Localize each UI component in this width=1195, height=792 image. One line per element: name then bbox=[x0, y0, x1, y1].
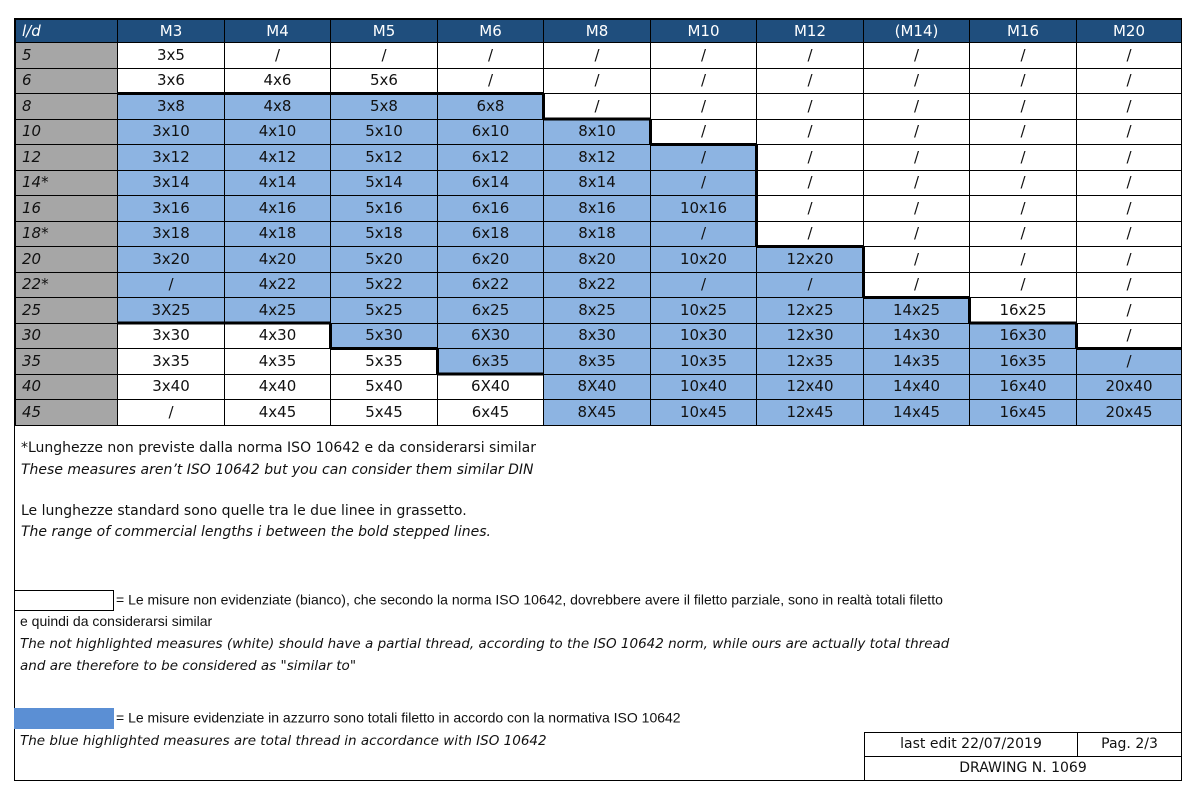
size-cell: 12x40 bbox=[757, 374, 864, 400]
blue-legend-en: The blue highlighted measures are total thread in accordance with ISO 10642 bbox=[20, 733, 547, 749]
size-cell: / bbox=[864, 94, 970, 120]
drawing-sheet bbox=[14, 18, 1182, 781]
size-cell: / bbox=[864, 221, 970, 247]
size-cell: 3x6 bbox=[118, 68, 225, 94]
size-cell: 5x22 bbox=[331, 272, 438, 298]
size-cell: 10x20 bbox=[651, 247, 757, 273]
size-cell: / bbox=[757, 119, 864, 145]
size-cell: 10x35 bbox=[651, 349, 757, 375]
size-cell: 5x8 bbox=[331, 94, 438, 120]
table-body bbox=[16, 43, 1182, 426]
size-cell: 6x20 bbox=[438, 247, 544, 273]
size-cell: / bbox=[970, 43, 1077, 69]
size-cell: / bbox=[1077, 247, 1182, 273]
size-cell: 8x20 bbox=[544, 247, 651, 273]
size-cell: 5x16 bbox=[331, 196, 438, 222]
size-cell: / bbox=[225, 43, 331, 69]
size-cell: 14x30 bbox=[864, 323, 970, 349]
size-cell: / bbox=[651, 43, 757, 69]
size-cell: 12x45 bbox=[757, 400, 864, 426]
row-length-label: 30 bbox=[16, 323, 118, 349]
size-cell: / bbox=[1077, 119, 1182, 145]
table-row bbox=[16, 349, 1182, 375]
last-edit: last edit 22/07/2019 bbox=[865, 733, 1078, 756]
size-cell: 10x16 bbox=[651, 196, 757, 222]
size-cell: 20x40 bbox=[1077, 374, 1182, 400]
column-header: M3 bbox=[118, 20, 225, 43]
size-cell: / bbox=[864, 247, 970, 273]
table-row bbox=[16, 221, 1182, 247]
size-cell: / bbox=[651, 68, 757, 94]
size-cell: / bbox=[970, 221, 1077, 247]
row-length-label: 35 bbox=[16, 349, 118, 375]
size-cell: 16x25 bbox=[970, 298, 1077, 324]
size-cell: 3x20 bbox=[118, 247, 225, 273]
size-cell: 5x18 bbox=[331, 221, 438, 247]
row-length-label: 14* bbox=[16, 170, 118, 196]
table-row bbox=[16, 43, 1182, 69]
size-cell: / bbox=[651, 119, 757, 145]
row-length-label: 12 bbox=[16, 145, 118, 171]
row-length-label: 25 bbox=[16, 298, 118, 324]
notes-block bbox=[21, 440, 1175, 541]
size-cell: 6x14 bbox=[438, 170, 544, 196]
size-cell: / bbox=[864, 145, 970, 171]
size-cell: / bbox=[1077, 145, 1182, 171]
note-star-en: These measures aren’t ISO 10642 but you can consider them similar DIN bbox=[21, 461, 534, 478]
size-cell: 5x10 bbox=[331, 119, 438, 145]
size-cell: 8X40 bbox=[544, 374, 651, 400]
header-row bbox=[16, 20, 1182, 43]
size-cell: 8x18 bbox=[544, 221, 651, 247]
column-header: M8 bbox=[544, 20, 651, 43]
size-cell: 4x22 bbox=[225, 272, 331, 298]
size-cell: 16x45 bbox=[970, 400, 1077, 426]
table-row bbox=[16, 94, 1182, 120]
size-cell: / bbox=[438, 43, 544, 69]
size-cell: 10x45 bbox=[651, 400, 757, 426]
row-length-label: 6 bbox=[16, 68, 118, 94]
size-cell: 8x30 bbox=[544, 323, 651, 349]
row-length-label: 20 bbox=[16, 247, 118, 273]
size-cell: 12x20 bbox=[757, 247, 864, 273]
size-cell: / bbox=[651, 145, 757, 171]
size-cell: 4x45 bbox=[225, 400, 331, 426]
row-length-label: 5 bbox=[16, 43, 118, 69]
row-length-label: 45 bbox=[16, 400, 118, 426]
size-cell: 20x45 bbox=[1077, 400, 1182, 426]
column-header: M6 bbox=[438, 20, 544, 43]
size-cell: 5x35 bbox=[331, 349, 438, 375]
size-cell: / bbox=[757, 43, 864, 69]
size-cell: / bbox=[864, 170, 970, 196]
column-header: M4 bbox=[225, 20, 331, 43]
size-cell: / bbox=[1077, 68, 1182, 94]
size-cell: 5x40 bbox=[331, 374, 438, 400]
size-cell: / bbox=[1077, 94, 1182, 120]
size-cell: 6X40 bbox=[438, 374, 544, 400]
size-cell: 5x45 bbox=[331, 400, 438, 426]
size-cell: 8x14 bbox=[544, 170, 651, 196]
size-cell: 4x6 bbox=[225, 68, 331, 94]
size-cell: 5x30 bbox=[331, 323, 438, 349]
size-cell: 6x10 bbox=[438, 119, 544, 145]
size-cell: 4x18 bbox=[225, 221, 331, 247]
size-cell: 4x16 bbox=[225, 196, 331, 222]
size-cell: 3x5 bbox=[118, 43, 225, 69]
size-cell: / bbox=[864, 43, 970, 69]
size-cell: / bbox=[864, 272, 970, 298]
white-legend-en-2: and are therefore to be considered as "similar to" bbox=[20, 657, 357, 674]
size-cell: 8X45 bbox=[544, 400, 651, 426]
size-cell: / bbox=[544, 94, 651, 120]
size-cell: / bbox=[757, 196, 864, 222]
size-cell: / bbox=[651, 170, 757, 196]
size-cell: 8x25 bbox=[544, 298, 651, 324]
size-cell: / bbox=[1077, 196, 1182, 222]
size-cell: 10x25 bbox=[651, 298, 757, 324]
white-legend-it-1: = Le misure non evidenziate (bianco), che secondo la norma ISO 10642, dovrebbere avere il filetto parziale, sono in realtà totali filetto bbox=[116, 591, 943, 608]
size-cell: / bbox=[1077, 298, 1182, 324]
size-cell: 6x8 bbox=[438, 94, 544, 120]
size-cell: 10x30 bbox=[651, 323, 757, 349]
size-cell: 5x12 bbox=[331, 145, 438, 171]
size-cell: 6x12 bbox=[438, 145, 544, 171]
size-cell: 14x45 bbox=[864, 400, 970, 426]
size-cell: / bbox=[970, 119, 1077, 145]
size-cell: / bbox=[864, 196, 970, 222]
size-cell: / bbox=[331, 43, 438, 69]
size-cell: / bbox=[438, 68, 544, 94]
column-header: M20 bbox=[1077, 20, 1182, 43]
size-cell: 14x40 bbox=[864, 374, 970, 400]
size-cell: / bbox=[1077, 221, 1182, 247]
table-row bbox=[16, 323, 1182, 349]
table-row bbox=[16, 298, 1182, 324]
size-cell: / bbox=[970, 272, 1077, 298]
size-cell: 14x25 bbox=[864, 298, 970, 324]
size-cell: 3X25 bbox=[118, 298, 225, 324]
size-cell: / bbox=[757, 170, 864, 196]
size-cell: 6x22 bbox=[438, 272, 544, 298]
size-cell: 3x35 bbox=[118, 349, 225, 375]
table-row bbox=[16, 145, 1182, 171]
size-cell: 3x18 bbox=[118, 221, 225, 247]
column-header: M16 bbox=[970, 20, 1077, 43]
page-number: Pag. 2/3 bbox=[1101, 736, 1158, 752]
size-cell: / bbox=[1077, 272, 1182, 298]
size-cell: 5x20 bbox=[331, 247, 438, 273]
row-length-label: 40 bbox=[16, 374, 118, 400]
size-cell: 3x10 bbox=[118, 119, 225, 145]
size-cell: 8x16 bbox=[544, 196, 651, 222]
note-std-it: Le lunghezze standard sono quelle tra le due linee in grassetto. bbox=[21, 502, 467, 519]
size-cell: 4x8 bbox=[225, 94, 331, 120]
size-cell: / bbox=[970, 68, 1077, 94]
table-row bbox=[16, 247, 1182, 273]
size-cell: / bbox=[1077, 349, 1182, 375]
white-legend-it-2: e quindi da considerarsi similar bbox=[20, 613, 213, 629]
size-cell: 16x30 bbox=[970, 323, 1077, 349]
note-std-en: The range of commercial lengths i between the bold stepped lines. bbox=[21, 524, 491, 541]
title-block bbox=[864, 732, 1181, 780]
size-cell: / bbox=[970, 247, 1077, 273]
column-header: (M14) bbox=[864, 20, 970, 43]
size-cell: / bbox=[970, 145, 1077, 171]
size-cell: 12x30 bbox=[757, 323, 864, 349]
size-cell: / bbox=[970, 196, 1077, 222]
column-header: M12 bbox=[757, 20, 864, 43]
table-row bbox=[16, 272, 1182, 298]
size-cell: 6x18 bbox=[438, 221, 544, 247]
size-cell: / bbox=[864, 119, 970, 145]
size-cell: / bbox=[1077, 43, 1182, 69]
white-legend-en-1: The not highlighted measures (white) should have a partial thread, according to the ISO 10642 norm, while ours are actually total thread bbox=[20, 635, 950, 652]
size-cell: 5x6 bbox=[331, 68, 438, 94]
size-cell: 8x35 bbox=[544, 349, 651, 375]
size-cell: / bbox=[651, 221, 757, 247]
row-length-label: 22* bbox=[16, 272, 118, 298]
row-length-label: 18* bbox=[16, 221, 118, 247]
table-row bbox=[16, 374, 1182, 400]
table-row bbox=[16, 119, 1182, 145]
size-cell: 8x22 bbox=[544, 272, 651, 298]
size-cell: 3x14 bbox=[118, 170, 225, 196]
size-cell: 3x16 bbox=[118, 196, 225, 222]
row-length-label: 16 bbox=[16, 196, 118, 222]
drawing-number: DRAWING N. 1069 bbox=[959, 760, 1087, 776]
size-cell: / bbox=[757, 68, 864, 94]
size-cell: 4x40 bbox=[225, 374, 331, 400]
note-star-it: *Lunghezze non previste dalla norma ISO 10642 e da considerarsi similar bbox=[21, 440, 536, 456]
row-length-label: 8 bbox=[16, 94, 118, 120]
size-cell: 6x35 bbox=[438, 349, 544, 375]
screw-size-table bbox=[15, 19, 1182, 426]
size-cell: 3x12 bbox=[118, 145, 225, 171]
size-cell: 16x35 bbox=[970, 349, 1077, 375]
size-cell: / bbox=[118, 400, 225, 426]
size-cell: / bbox=[757, 272, 864, 298]
size-cell: / bbox=[1077, 323, 1182, 349]
size-cell: 12x35 bbox=[757, 349, 864, 375]
size-cell: / bbox=[651, 272, 757, 298]
corner-header: l/d bbox=[16, 20, 118, 43]
white-legend bbox=[14, 590, 1175, 674]
size-cell: 5x25 bbox=[331, 298, 438, 324]
size-cell: 4x12 bbox=[225, 145, 331, 171]
size-cell: 12x25 bbox=[757, 298, 864, 324]
size-cell: 5x14 bbox=[331, 170, 438, 196]
row-length-label: 10 bbox=[16, 119, 118, 145]
size-cell: 8x12 bbox=[544, 145, 651, 171]
size-cell: 6x45 bbox=[438, 400, 544, 426]
size-cell: 4x30 bbox=[225, 323, 331, 349]
size-cell: / bbox=[757, 94, 864, 120]
size-cell: 3x8 bbox=[118, 94, 225, 120]
size-cell: / bbox=[1077, 170, 1182, 196]
size-cell: / bbox=[757, 221, 864, 247]
size-cell: 3x40 bbox=[118, 374, 225, 400]
size-cell: 4x25 bbox=[225, 298, 331, 324]
size-cell: / bbox=[970, 94, 1077, 120]
column-header: M10 bbox=[651, 20, 757, 43]
size-cell: 8x10 bbox=[544, 119, 651, 145]
size-cell: / bbox=[651, 94, 757, 120]
size-cell: 4x10 bbox=[225, 119, 331, 145]
size-cell: 4x35 bbox=[225, 349, 331, 375]
size-cell: 4x14 bbox=[225, 170, 331, 196]
size-cell: / bbox=[757, 145, 864, 171]
table-row bbox=[16, 170, 1182, 196]
size-cell: 3x30 bbox=[118, 323, 225, 349]
white-swatch bbox=[14, 590, 114, 611]
size-cell: 16x40 bbox=[970, 374, 1077, 400]
size-cell: / bbox=[544, 68, 651, 94]
size-cell: 6x25 bbox=[438, 298, 544, 324]
blue-legend-it: = Le misure evidenziate in azzurro sono totali filetto in accordo con la normativa ISO 10642 bbox=[116, 709, 681, 726]
size-cell: 14x35 bbox=[864, 349, 970, 375]
size-cell: 6X30 bbox=[438, 323, 544, 349]
column-header: M5 bbox=[331, 20, 438, 43]
table-row bbox=[16, 68, 1182, 94]
table-row bbox=[16, 196, 1182, 222]
size-cell: / bbox=[118, 272, 225, 298]
size-cell: 4x20 bbox=[225, 247, 331, 273]
size-cell: / bbox=[544, 43, 651, 69]
size-cell: / bbox=[864, 68, 970, 94]
blue-swatch bbox=[14, 708, 114, 729]
table-row bbox=[16, 400, 1182, 426]
size-cell: 10x40 bbox=[651, 374, 757, 400]
size-cell: / bbox=[970, 170, 1077, 196]
size-cell: 6x16 bbox=[438, 196, 544, 222]
